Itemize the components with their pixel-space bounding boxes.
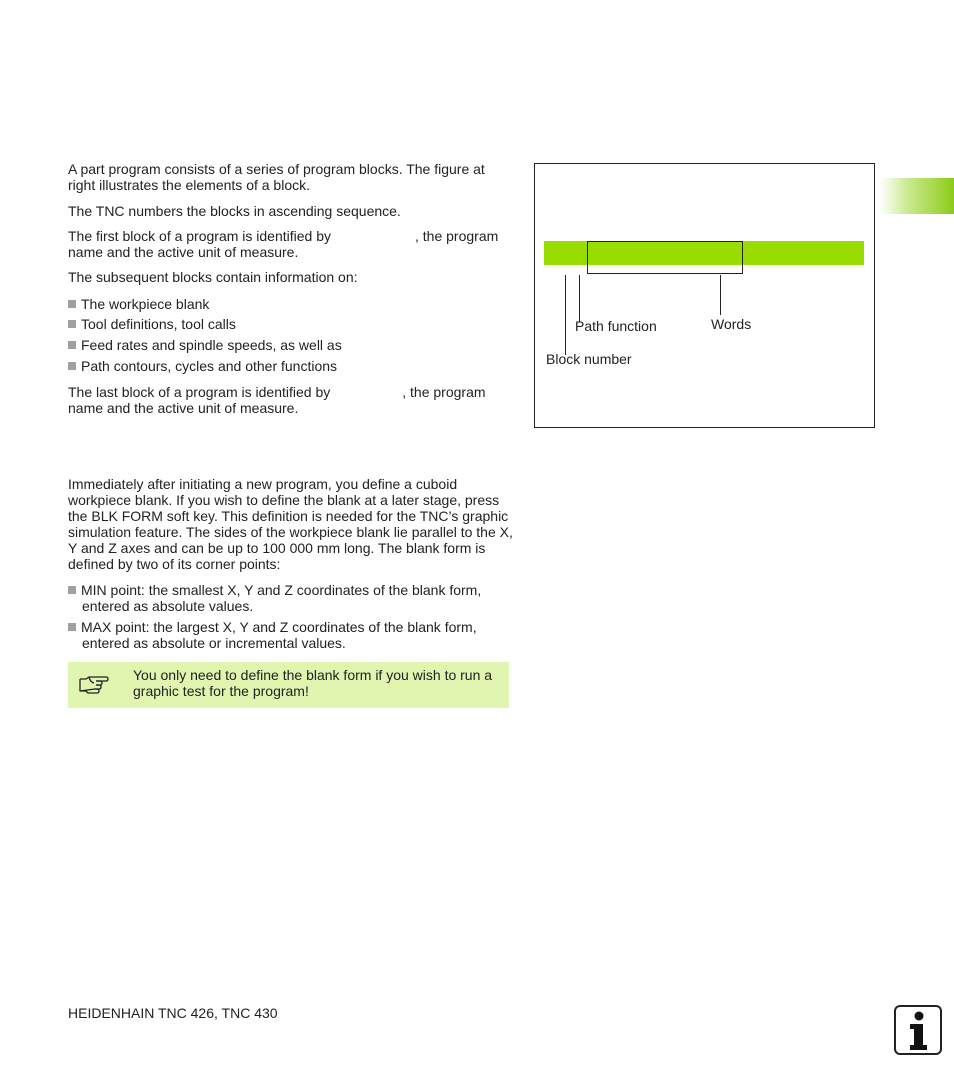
pointing-hand-icon xyxy=(78,671,110,698)
bullet-square-icon xyxy=(68,623,76,631)
words-leader xyxy=(720,275,721,315)
intro-paragraph-1: A part program consists of a series of program blocks. The figure at right illustrates the elements of a block. xyxy=(68,161,485,193)
intro-paragraph-5-end: , the program name and the active unit of measure. xyxy=(68,384,486,416)
bullet-square-icon xyxy=(68,362,76,370)
intro-paragraph-4: The subsequent blocks contain information on: xyxy=(68,269,358,285)
block-number-label: Block number xyxy=(546,351,632,367)
note-box xyxy=(68,662,509,708)
bullet-square-icon xyxy=(68,300,76,308)
list-item: Path contours, cycles and other functions xyxy=(68,358,510,374)
words-label: Words xyxy=(711,316,752,332)
intro-paragraph-5 xyxy=(68,384,510,416)
block-figure xyxy=(534,163,875,428)
highlight-box xyxy=(587,241,743,274)
intro-paragraph-3 xyxy=(68,228,510,260)
blank-paragraph: Immediately after initiating a new program, you define a cuboid workpiece blank. If you wish to define the blank at a later stage, press the BLK FORM soft key. This definition is needed for the TNC’s graphic simulation feature. The sides of the workpiece blank lie parallel to the X, Y and Z axes and can be up to 100 000 mm long. The blank form is defined by two of its corner points: xyxy=(68,476,513,572)
list-item: The workpiece blank xyxy=(68,296,510,312)
info-button[interactable] xyxy=(894,1005,942,1055)
bullet-square-icon xyxy=(68,320,76,328)
intro-paragraph-5-start: The last block of a program is identified by xyxy=(68,384,331,400)
note-text: You only need to define the blank form if you wish to run a graphic test for the program! xyxy=(133,667,493,699)
path-function-label: Path function xyxy=(575,318,657,334)
list-item: MIN point: the smallest X, Y and Z coordinates of the blank form, entered as absolute values. xyxy=(68,582,510,614)
intro-paragraph-3-end: , the program name and the active unit of measure. xyxy=(68,228,499,260)
intro-paragraph-3-start: The first block of a program is identified by xyxy=(68,228,332,244)
path-function-leader xyxy=(579,275,580,322)
list-item: Tool definitions, tool calls xyxy=(68,316,510,332)
info-icon xyxy=(896,1007,940,1053)
footer-text: HEIDENHAIN TNC 426, TNC 430 xyxy=(68,1005,278,1021)
bullet-square-icon xyxy=(68,586,76,594)
bullet-square-icon xyxy=(68,341,76,349)
list-item: MAX point: the largest X, Y and Z coordinates of the blank form, entered as absolute or incremental values. xyxy=(68,619,510,651)
list-item: Feed rates and spindle speeds, as well as xyxy=(68,337,510,353)
chapter-tab xyxy=(880,178,954,214)
block-number-leader xyxy=(565,275,566,355)
intro-paragraph-2: The TNC numbers the blocks in ascending sequence. xyxy=(68,203,401,219)
